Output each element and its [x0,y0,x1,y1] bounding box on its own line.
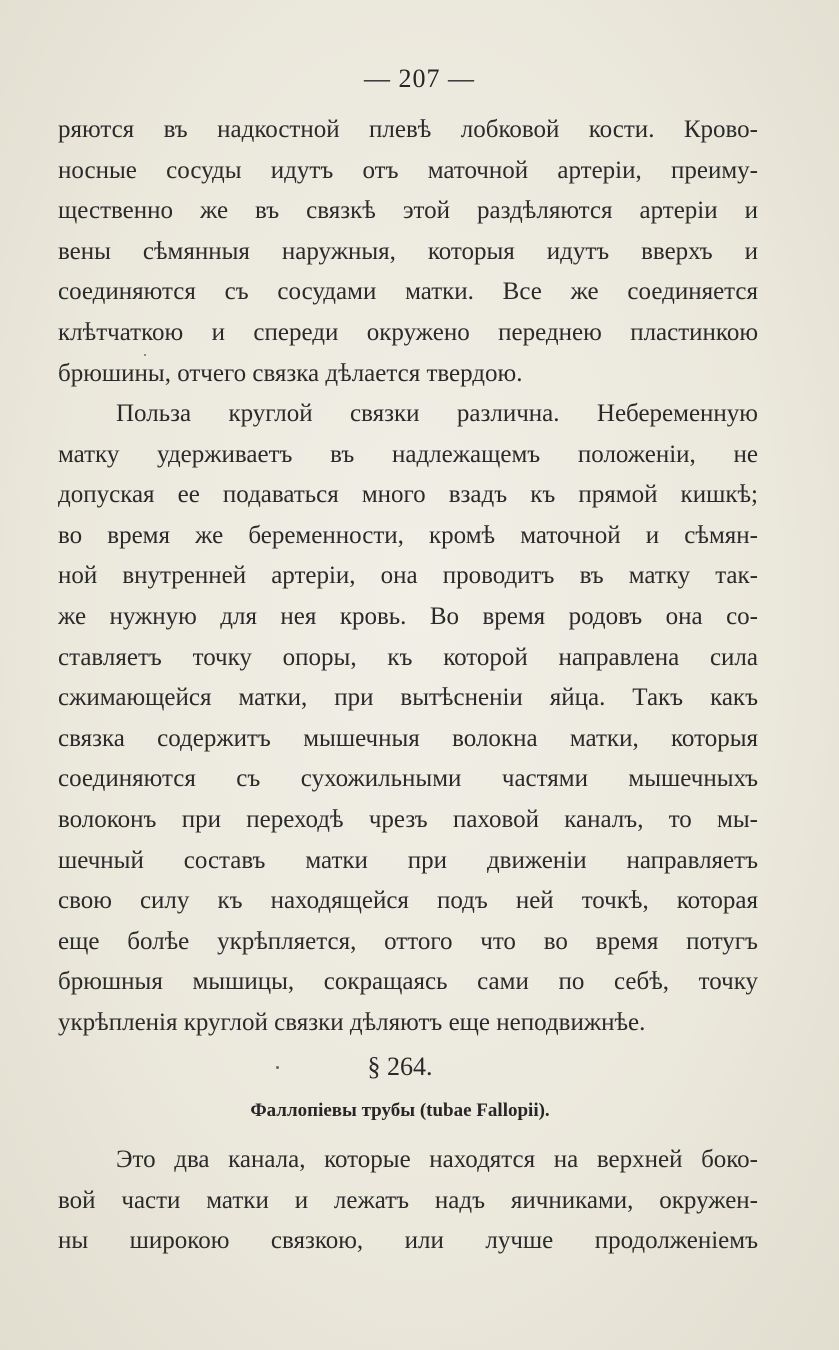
text-line: свою силу къ находящейся подъ ней точкѣ, которая [58,887,758,915]
text-line: ны широкою связкою, или лучше продолженіемъ [58,1227,758,1255]
text-line: допуская ее подаваться много взадъ къ прямой кишкѣ; [58,481,758,509]
paragraph-3 [58,1140,758,1262]
text-line: волоконъ при переходѣ чрезъ паховой каналъ, то мы- [58,805,758,833]
paragraph-2 [58,394,758,1044]
text-line: во время же беременности, кромѣ маточной и сѣмян- [58,521,758,549]
section-number: § 264. [367,1052,433,1081]
text-line: щественно же въ связкѣ этой раздѣляются артеріи и [58,197,758,225]
text-line: брюшины, отчего связка дѣлается твердою. [58,359,523,387]
text-line: же нужную для нея кровь. Во время родовъ она со- [58,602,758,630]
section-heading: Фаллопіевы трубы (tubae Fallopii). [250,1100,550,1121]
text-line: брюшныя мышицы, сокращаясь сами по себѣ, точку [58,968,758,996]
text-line: связка содержитъ мышечныя волокна матки, которыя [58,724,758,752]
text-line: клѣтчаткою и спереди окружено переднею пластинкою [58,318,758,346]
paper-speck [144,354,146,356]
page-number: — 207 — [364,64,475,93]
paragraph-1 [58,110,758,394]
text-line: матку удерживаетъ въ надлежащемъ положеніи, не [58,440,758,468]
text-line: носные сосуды идутъ отъ маточной артеріи, преиму- [58,156,758,184]
text-line: укрѣпленія круглой связки дѣляютъ еще неподвижнѣе. [58,1008,646,1036]
text-line: вой части матки и лежатъ надъ яичниками, окружен- [58,1186,758,1214]
text-line: вены сѣмянныя наружныя, которыя идутъ вверхъ и [58,237,758,265]
text-line: Это два канала, которые находятся на верхней боко- [116,1146,758,1173]
text-line: ставляетъ точку опоры, къ которой направлена сила [58,643,758,671]
text-line: сжимающейся матки, при вытѣсненіи яйца. Такъ какъ [58,684,758,712]
text-line: шечный составъ матки при движеніи направляетъ [58,846,758,874]
text-line: Польза круглой связки различна. Небеременную [116,400,758,427]
text-line: соединяются съ сосудами матки. Все же соединяется [58,278,758,306]
paper-speck [276,1066,279,1069]
text-line: еще болѣе укрѣпляется, оттого что во время потугъ [58,927,758,955]
text-line: ряются въ надкостной плевѣ лобковой кости. Крово- [58,116,758,143]
text-line: соединяются съ сухожильными частями мышечныхъ [58,765,758,793]
text-line: ной внутренней артеріи, она проводитъ въ матку так- [58,562,758,590]
